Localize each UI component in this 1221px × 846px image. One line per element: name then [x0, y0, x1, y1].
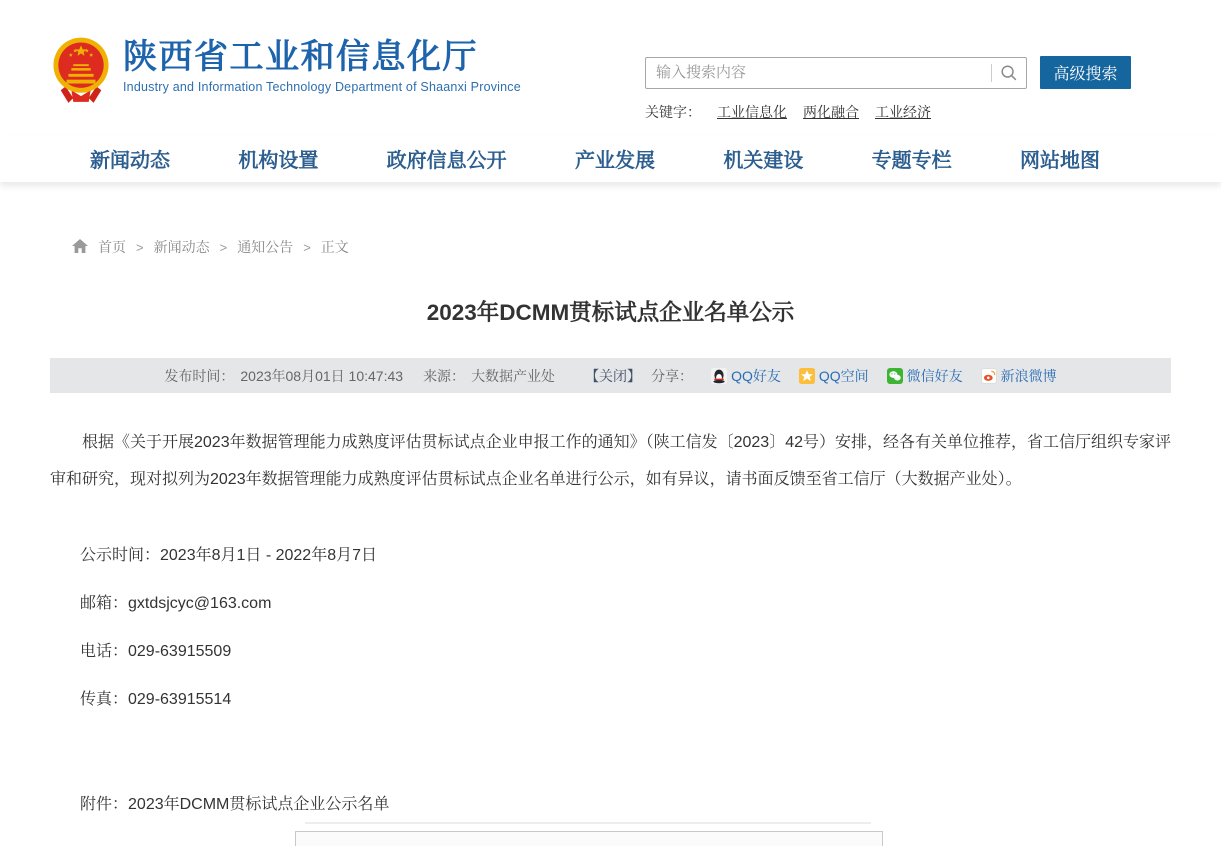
breadcrumb-separator: >: [136, 239, 144, 255]
site-title: 陕西省工业和信息化厅: [123, 38, 478, 76]
site-logo[interactable]: [52, 36, 521, 109]
keyword-link-industry-economy[interactable]: 工业经济: [875, 104, 931, 120]
attachment-label: 附件：: [80, 796, 129, 813]
main-nav: [0, 135, 1221, 182]
breadcrumb-separator: >: [219, 239, 228, 255]
nav-item-topics[interactable]: 专题专栏: [871, 150, 952, 172]
nav-item-organization[interactable]: 机构设置: [238, 150, 319, 172]
search-box: [645, 57, 1027, 89]
attachment-table-partial: [295, 831, 883, 846]
breadcrumb-current: 正文: [320, 239, 349, 255]
attachment-table-shadow: [305, 822, 871, 824]
detail-publicity-period: 公示时间：2023年8月1日 - 2022年8月7日: [80, 547, 378, 564]
breadcrumb-home[interactable]: 首页: [98, 239, 126, 255]
breadcrumb-separator: >: [303, 239, 311, 255]
qq-penguin-icon: [711, 368, 727, 384]
keywords-label: 关键字：: [645, 104, 701, 120]
article-content: [0, 237, 1221, 814]
breadcrumb-news[interactable]: 新闻动态: [153, 239, 210, 255]
share-qq-friend[interactable]: [711, 366, 781, 386]
search-icon[interactable]: [992, 58, 1026, 88]
share-sina-weibo[interactable]: [981, 366, 1057, 386]
share-label: 分享：: [651, 367, 694, 384]
source-label: 来源：: [423, 367, 466, 384]
nav-item-news[interactable]: 新闻动态: [90, 150, 170, 172]
source-value: 大数据产业处: [471, 367, 556, 384]
share-qq-friend-label: QQ好友: [731, 367, 781, 384]
site-header: [0, 0, 1221, 135]
nav-item-gov-info[interactable]: 政府信息公开: [386, 150, 507, 172]
publish-time-label: 发布时间：: [164, 367, 235, 384]
share-wechat-friend[interactable]: [887, 366, 963, 386]
site-subtitle: Industry and Information Technology Department of Shaanxi Province: [123, 80, 521, 95]
detail-email: 邮箱：gxtdsjcyc@163.com: [80, 595, 272, 612]
brand-text: [123, 36, 521, 94]
share-qzone[interactable]: [799, 366, 869, 386]
share-wechat-label: 微信好友: [906, 367, 963, 384]
keywords-row: [645, 102, 1137, 122]
share-weibo-label: 新浪微博: [1000, 367, 1057, 384]
publish-time-value: 2023年08月01日 10:47:43: [240, 367, 404, 384]
qzone-star-icon: [799, 368, 815, 384]
article-meta-bar: [50, 358, 1171, 393]
article-details: [50, 548, 1171, 708]
nav-item-sitemap[interactable]: 网站地图: [1019, 150, 1100, 172]
breadcrumb-notices[interactable]: 通知公告: [237, 239, 294, 255]
home-icon: [72, 239, 88, 256]
search-area: [645, 56, 1137, 122]
weibo-icon: [981, 368, 997, 384]
detail-phone: 电话：029-63915509: [80, 643, 232, 660]
national-emblem-icon: [52, 36, 110, 109]
keyword-link-industry-info[interactable]: 工业信息化: [717, 104, 787, 120]
page-title: 2023年DCMM贯标试点企业名单公示: [426, 300, 795, 325]
nav-item-industry[interactable]: 产业发展: [574, 150, 655, 172]
attachment-row: [50, 791, 1171, 814]
close-button[interactable]: 【关闭】: [585, 367, 642, 384]
attachment-link[interactable]: 2023年DCMM贯标试点企业公示名单: [128, 796, 390, 813]
share-qzone-label: QQ空间: [818, 367, 869, 384]
article-paragraph: 根据《关于开展2023年数据管理能力成熟度评估贯标试点企业申报工作的通知》（陕工信发〔2023〕42号）安排，经各有关单位推荐，省工信厅组织专家评审和研究，现对拟列为2023年数据管理能力成熟度评估贯标试点企业名单进行公示，如有异议，请书面反馈至省工信厅（大数据产业处）。: [50, 434, 1171, 488]
search-input[interactable]: [646, 59, 991, 87]
breadcrumb: [72, 237, 1171, 257]
detail-fax: 传真：029-63915514: [80, 691, 232, 708]
nav-item-agency[interactable]: 机关建设: [723, 150, 804, 172]
advanced-search-button[interactable]: 高级搜索: [1040, 56, 1131, 89]
wechat-icon: [887, 368, 903, 384]
keyword-link-integration[interactable]: 两化融合: [803, 104, 859, 120]
